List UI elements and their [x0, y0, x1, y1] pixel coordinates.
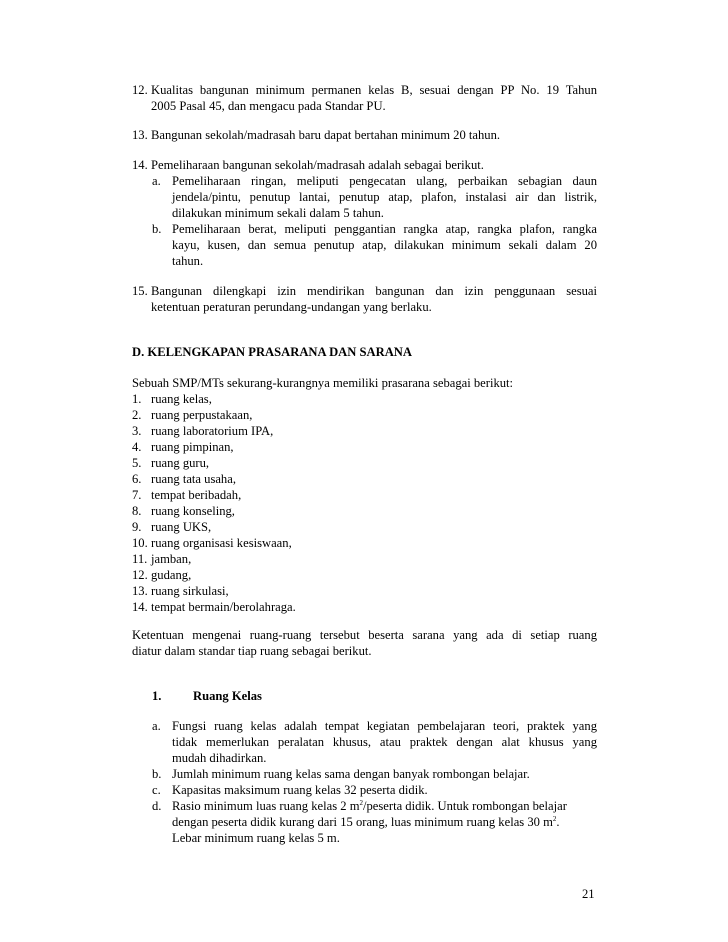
list-item-number: 3. — [132, 424, 142, 438]
list-item-number: 13. — [132, 584, 148, 598]
text-run: Rasio minimum luas ruang kelas 2 m — [172, 799, 360, 813]
subsection-number: 1. — [152, 689, 162, 703]
text-run: /peserta didik. Untuk rombongan belajar — [363, 799, 567, 813]
list-item-number: 6. — [132, 472, 142, 486]
section-heading: D. KELENGKAPAN PRASARANA DAN SARANA — [132, 345, 412, 359]
sub-item-letter: b. — [152, 767, 162, 781]
list-item: ruang perpustakaan, — [151, 408, 253, 422]
list-item-number: 1. — [132, 392, 142, 406]
sub-item-text-line: Pemeliharaan berat, meliputi penggantian rangka atap, rangka plafon, rangka — [172, 222, 597, 236]
list-item: ruang konseling, — [151, 504, 235, 518]
list-item: ruang kelas, — [151, 392, 212, 406]
superscript: 2 — [359, 799, 363, 807]
closing-paragraph-line: Ketentuan mengenai ruang-ruang tersebut beserta sarana yang ada di setiap ruang — [132, 628, 597, 642]
item-text-line: 2005 Pasal 45, dan mengacu pada Standar PU. — [151, 99, 386, 113]
sub-item-letter: a. — [152, 719, 161, 733]
sub-item-text-line: Jumlah minimum ruang kelas sama dengan banyak rombongan belajar. — [172, 767, 530, 781]
list-item-number: 12. — [132, 568, 148, 582]
list-item-number: 8. — [132, 504, 142, 518]
list-item: ruang tata usaha, — [151, 472, 236, 486]
list-item: jamban, — [151, 552, 192, 566]
sub-item-text-line: tidak memerlukan peralatan khusus, atau praktek dengan alat khusus yang — [172, 735, 597, 749]
item-text-line: Kualitas bangunan minimum permanen kelas B, sesuai dengan PP No. 19 Tahun — [151, 83, 597, 97]
list-item: tempat bermain/berolahraga. — [151, 600, 296, 614]
sub-item-text-line: Lebar minimum ruang kelas 5 m. — [172, 831, 340, 845]
list-item-number: 9. — [132, 520, 142, 534]
item-text-line: Pemeliharaan bangunan sekolah/madrasah adalah sebagai berikut. — [151, 158, 484, 172]
closing-paragraph-line: diatur dalam standar tiap ruang sebagai berikut. — [132, 644, 372, 658]
sub-item-letter: c. — [152, 783, 161, 797]
sub-item-letter: d. — [152, 799, 162, 813]
sub-item-letter: b. — [152, 222, 162, 236]
sub-item-text-line: jendela/pintu, penutup lantai, penutup atap, plafon, instalasi air dan listrik, — [172, 190, 597, 204]
sub-item-text-line: kayu, kusen, dan semua penutup atap, dilakukan minimum sekali dalam 20 — [172, 238, 597, 252]
sub-item-text-line: Fungsi ruang kelas adalah tempat kegiatan pembelajaran teori, praktek yang — [172, 719, 597, 733]
sub-item-text-line: Pemeliharaan ringan, meliputi pengecatan ulang, perbaikan sebagian daun — [172, 174, 597, 188]
list-item: ruang guru, — [151, 456, 210, 470]
sub-item-text-line — [172, 814, 560, 830]
item-text-line: ketentuan peraturan perundang-undangan yang berlaku. — [151, 300, 432, 314]
sub-item-text-line: mudah dihadirkan. — [172, 751, 267, 765]
subsection-title: Ruang Kelas — [193, 689, 262, 703]
list-item-number: 11. — [132, 552, 148, 566]
item-number: 15. — [132, 284, 148, 298]
sub-item-text-line: tahun. — [172, 254, 204, 268]
superscript: 2 — [552, 815, 557, 823]
sub-item-text-line: dilakukan minimum sekali dalam 5 tahun. — [172, 206, 384, 220]
sub-item-letter: a. — [152, 174, 161, 188]
list-item: tempat beribadah, — [151, 488, 242, 502]
list-item: ruang pimpinan, — [151, 440, 234, 454]
list-item: gudang, — [151, 568, 192, 582]
item-number: 14. — [132, 158, 148, 172]
list-item: ruang sirkulasi, — [151, 584, 229, 598]
item-number: 13. — [132, 128, 148, 142]
item-text-line: Bangunan dilengkapi izin mendirikan bangunan dan izin penggunaan sesuai — [151, 284, 597, 298]
sub-item-text-line — [172, 798, 567, 814]
list-item-number: 7. — [132, 488, 142, 502]
list-item-number: 4. — [132, 440, 142, 454]
text-run: dengan peserta didik kurang dari 15 orang, luas minimum ruang kelas 30 m — [172, 815, 553, 829]
list-item-number: 2. — [132, 408, 142, 422]
section-intro: Sebuah SMP/MTs sekurang-kurangnya memiliki prasarana sebagai berikut: — [132, 376, 514, 390]
page-number: 21 — [582, 887, 595, 901]
list-item-number: 14. — [132, 600, 148, 614]
list-item-number: 5. — [132, 456, 142, 470]
item-text-line: Bangunan sekolah/madrasah baru dapat bertahan minimum 20 tahun. — [151, 128, 501, 142]
item-number: 12. — [132, 83, 148, 97]
sub-item-text-line: Kapasitas maksimum ruang kelas 32 peserta didik. — [172, 783, 428, 797]
list-item: ruang organisasi kesiswaan, — [151, 536, 292, 550]
list-item: ruang UKS, — [151, 520, 212, 534]
text-run: . — [556, 815, 560, 829]
list-item: ruang laboratorium IPA, — [151, 424, 274, 438]
list-item-number: 10. — [132, 536, 148, 550]
